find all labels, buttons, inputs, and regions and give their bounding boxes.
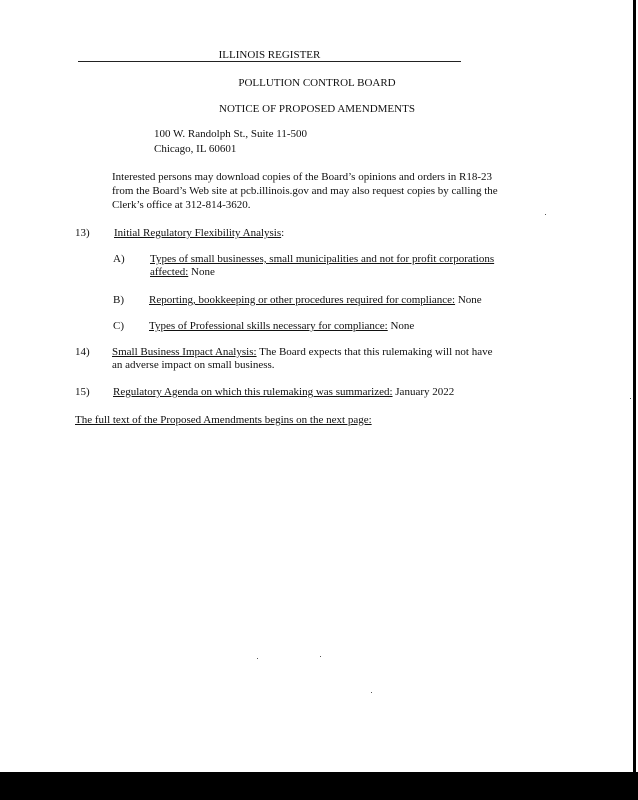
notice-title: NOTICE OF PROPOSED AMENDMENTS <box>219 103 415 115</box>
section-15-line <box>113 386 454 399</box>
scan-speck <box>257 658 258 659</box>
item-b-line <box>149 294 482 307</box>
scan-speck <box>630 398 631 399</box>
interested-line-2: from the Board’s Web site at pcb.illinois.gov and may also request copies by calling the <box>112 185 498 197</box>
section-13-number: 13) <box>75 227 90 239</box>
scan-speck <box>545 214 546 215</box>
item-c-text: Types of Professional skills necessary for compliance: <box>149 320 388 332</box>
item-c-letter: C) <box>113 320 124 332</box>
section-15-title: Regulatory Agenda on which this rulemaking was summarized: <box>113 386 393 398</box>
section-14-title: Small Business Impact Analysis: <box>112 346 257 358</box>
address-line-2: Chicago, IL 60601 <box>154 143 237 155</box>
item-a-text-line-1: Types of small businesses, small municipalities and not for profit corporations <box>150 253 495 265</box>
item-a-text-line-2: affected: <box>150 266 189 278</box>
section-14-line-1 <box>112 346 492 359</box>
board-title: POLLUTION CONTROL BOARD <box>238 77 396 89</box>
item-b-value: None <box>457 294 482 306</box>
interested-line-1: Interested persons may download copies of the Board’s opinions and orders in R18-23 <box>112 171 493 183</box>
item-a-value: None <box>191 266 215 278</box>
section-13-colon: : <box>281 227 285 239</box>
item-a-letter: A) <box>113 253 125 265</box>
closing-line: The full text of the Proposed Amendments begins on the next page: <box>75 414 372 426</box>
section-15-value: January 2022 <box>395 386 455 398</box>
scan-edge-right <box>633 0 636 780</box>
section-15-number: 15) <box>75 386 90 398</box>
scan-speck <box>371 692 372 693</box>
section-14-text-1: The Board expects that this rulemaking will not have <box>259 346 493 358</box>
section-14-number: 14) <box>75 346 90 358</box>
section-13-title: Initial Regulatory Flexibility Analysis <box>114 227 282 239</box>
address-line-1: 100 W. Randolph St., Suite 11-500 <box>154 128 307 140</box>
register-title: ILLINOIS REGISTER <box>218 49 321 61</box>
item-b-text: Reporting, bookkeeping or other procedures required for compliance: <box>149 294 456 306</box>
section-13-heading <box>114 227 284 240</box>
item-a-line-2 <box>150 266 215 279</box>
header-rule <box>78 61 461 62</box>
scan-edge-bottom <box>0 772 638 800</box>
section-14-text-2: an adverse impact on small business. <box>112 359 275 371</box>
scan-speck <box>320 656 321 657</box>
item-c-value: None <box>390 320 415 332</box>
interested-line-3: Clerk’s office at 312-814-3620. <box>112 199 251 211</box>
item-c-line <box>149 320 414 333</box>
item-b-letter: B) <box>113 294 124 306</box>
